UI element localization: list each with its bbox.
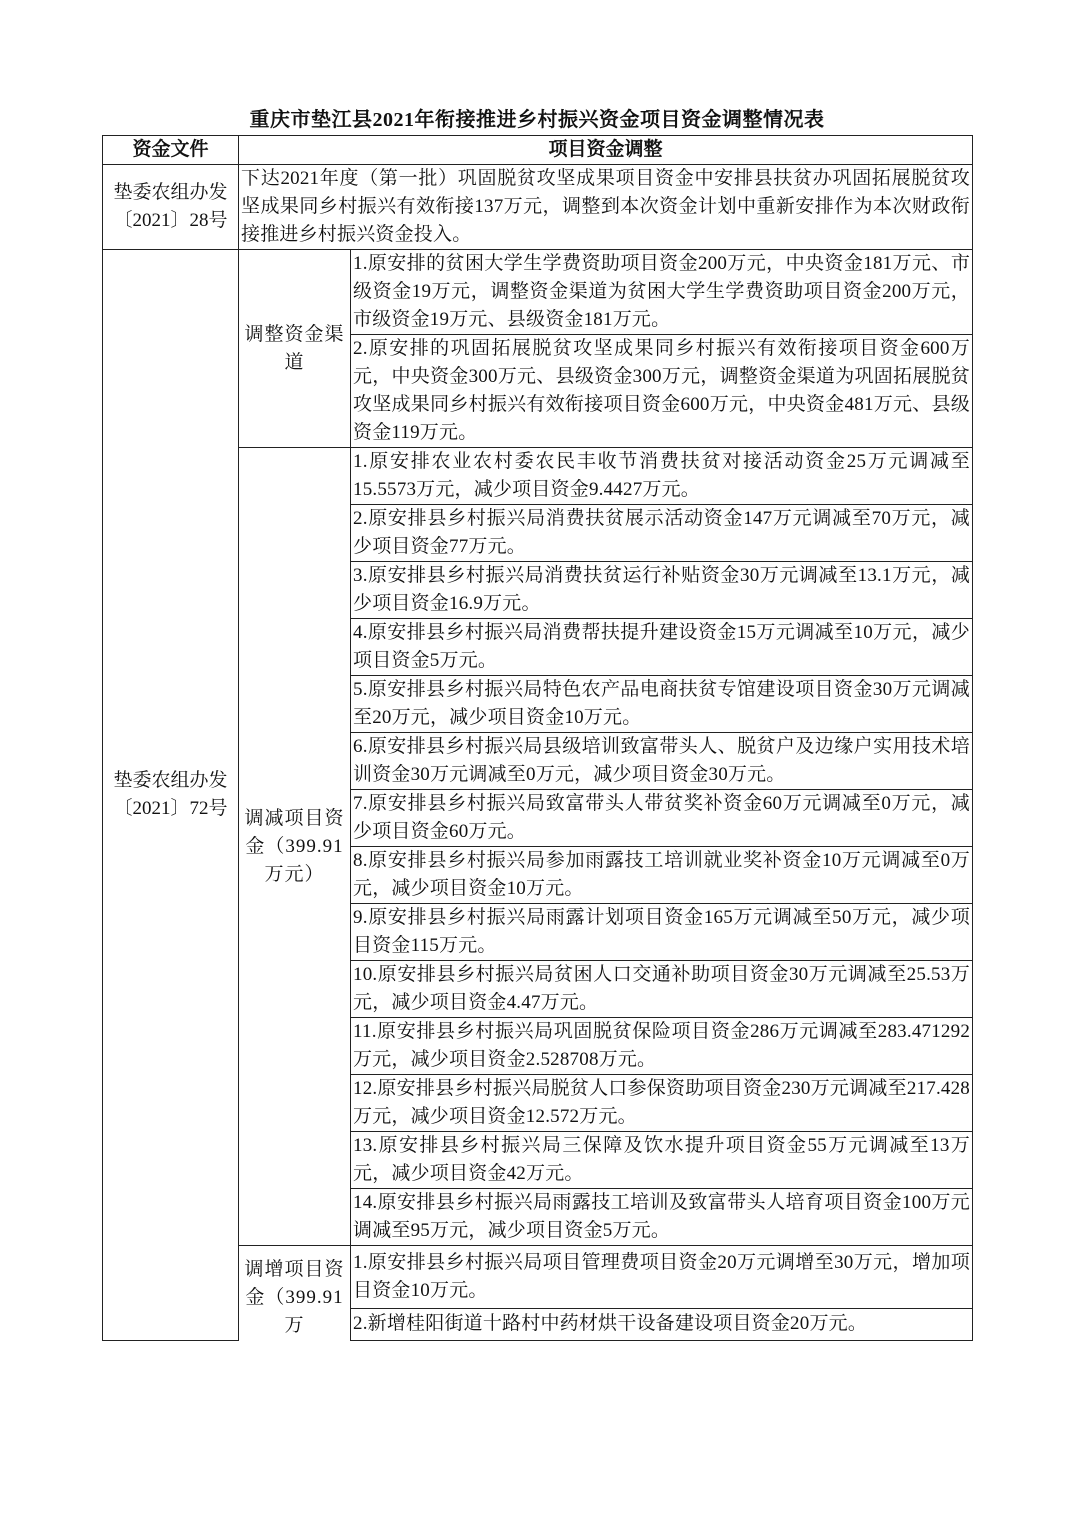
reduce-item-11: 11.原安排县乡村振兴局巩固脱贫保险项目资金286万元调减至283.471292万元，减少项目资金2.528708万元。 xyxy=(351,1018,973,1075)
reduce-item-6: 6.原安排县乡村振兴局县级培训致富带头人、脱贫户及边缘户实用技术培训资金30万元调减至0万元，减少项目资金30万元。 xyxy=(351,733,973,790)
reduce-item-13: 13.原安排县乡村振兴局三保障及饮水提升项目资金55万元调减至13万元，减少项目资金42万元。 xyxy=(351,1132,973,1189)
table-header-row xyxy=(103,136,973,165)
increase-item-1: 1.原安排县乡村振兴局项目管理费项目资金20万元调增至30万元，增加项目资金10万元。 xyxy=(351,1246,973,1309)
category-increase xyxy=(239,1246,351,1341)
reduce-item-8: 8.原安排县乡村振兴局参加雨露技工培训就业奖补资金10万元调减至0万元，减少项目资金10万元。 xyxy=(351,847,973,904)
doc-number-28: 垫委农组办发〔2021〕28号 xyxy=(103,165,239,250)
reduce-item-7: 7.原安排县乡村振兴局致富带头人带贫奖补资金60万元调减至0万元，减少项目资金60万元。 xyxy=(351,790,973,847)
fund-adjustment-table xyxy=(102,135,973,1341)
reduce-item-1: 1.原安排农业农村委农民丰收节消费扶贫对接活动资金25万元调减至15.5573万元，减少项目资金9.4427万元。 xyxy=(351,448,973,505)
document-title: 重庆市垫江县2021年衔接推进乡村振兴资金项目资金调整情况表 xyxy=(249,109,825,131)
reduce-item-2: 2.原安排县乡村振兴局消费扶贫展示活动资金147万元调减至70万元，减少项目资金77万元。 xyxy=(351,505,973,562)
section1-text: 下达2021年度（第一批）巩固脱贫攻坚成果项目资金中安排县扶贫办巩固拓展脱贫攻坚成果同乡村振兴有效衔接137万元，调整到本次资金计划中重新安排作为本次财政衔接推进乡村振兴资金投入。 xyxy=(239,165,973,250)
category-reduce: 调减项目资金（399.91万元） xyxy=(239,448,351,1246)
channel-item-2: 2.原安排的巩固拓展脱贫攻坚成果同乡村振兴有效衔接项目资金600万元，中央资金300万元、县级资金300万元，调整资金渠道为巩固拓展脱贫攻坚成果同乡村振兴有效衔接项目资金600万元，中央资金481万元、县级资金119万元。 xyxy=(351,335,973,448)
increase-item-2: 2.新增桂阳街道十路村中药材烘干设备建设项目资金20万元。 xyxy=(351,1308,973,1340)
header-fund-file: 资金文件 xyxy=(103,136,239,165)
doc-number-72: 垫委农组办发〔2021〕72号 xyxy=(103,250,239,1341)
reduce-item-10: 10.原安排县乡村振兴局贫困人口交通补助项目资金30万元调减至25.53万元，减少项目资金4.47万元。 xyxy=(351,961,973,1018)
reduce-item-4: 4.原安排县乡村振兴局消费帮扶提升建设资金15万元调减至10万元，减少项目资金5万元。 xyxy=(351,619,973,676)
category-increase-label: 调增项目资金（399.91万 xyxy=(244,1259,345,1336)
reduce-item-9: 9.原安排县乡村振兴局雨露计划项目资金165万元调减至50万元，减少项目资金115万元。 xyxy=(351,904,973,961)
reduce-item-3: 3.原安排县乡村振兴局消费扶贫运行补贴资金30万元调减至13.1万元，减少项目资金16.9万元。 xyxy=(351,562,973,619)
table-row xyxy=(103,165,973,250)
channel-item-1: 1.原安排的贫困大学生学费资助项目资金200万元，中央资金181万元、市级资金19万元，调整资金渠道为贫困大学生学费资助项目资金200万元，市级资金19万元、县级资金181万元。 xyxy=(351,250,973,335)
table-row xyxy=(103,250,973,335)
category-channel: 调整资金渠道 xyxy=(239,250,351,448)
reduce-item-14: 14.原安排县乡村振兴局雨露技工培训及致富带头人培育项目资金100万元调减至95万元，减少项目资金5万元。 xyxy=(351,1189,973,1246)
reduce-item-5: 5.原安排县乡村振兴局特色农产品电商扶贫专馆建设项目资金30万元调减至20万元，减少项目资金10万元。 xyxy=(351,676,973,733)
reduce-item-12: 12.原安排县乡村振兴局脱贫人口参保资助项目资金230万元调减至217.428万元，减少项目资金12.572万元。 xyxy=(351,1075,973,1132)
header-project-adjustment: 项目资金调整 xyxy=(239,136,973,165)
